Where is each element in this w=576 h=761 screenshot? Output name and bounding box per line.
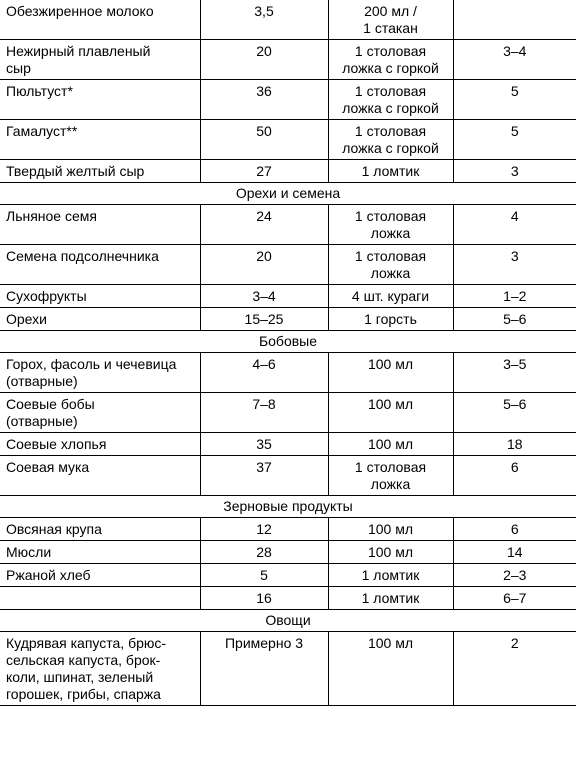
portion-cell: 200 мл / 1 стакан <box>328 0 453 40</box>
food-name: Сухофрукты <box>0 285 200 308</box>
food-name: Орехи <box>0 308 200 331</box>
food-name: Обезжиренное молоко <box>0 0 200 40</box>
table-row <box>0 160 576 183</box>
table-row <box>0 308 576 331</box>
table-row <box>0 40 576 80</box>
portion-cell: 100 мл <box>328 541 453 564</box>
table-row <box>0 632 576 706</box>
portion-cell: 1 ломтик <box>328 160 453 183</box>
per-portion-cell: 3–4 <box>453 40 576 80</box>
per-portion-cell: 6–7 <box>453 587 576 610</box>
table-row <box>0 541 576 564</box>
value-cell: 3–4 <box>200 285 328 308</box>
value-cell: 4–6 <box>200 353 328 393</box>
section-row <box>0 496 576 518</box>
food-name: Ржаной хлеб <box>0 564 200 587</box>
portion-cell: 1 столовая ложка с горкой <box>328 120 453 160</box>
section-title: Орехи и семена <box>0 183 576 205</box>
food-name: Мюсли <box>0 541 200 564</box>
table-row <box>0 393 576 433</box>
portion-cell: 100 мл <box>328 353 453 393</box>
table-row <box>0 587 576 610</box>
per-portion-cell: 5–6 <box>453 308 576 331</box>
portion-cell: 1 ломтик <box>328 587 453 610</box>
table-row <box>0 0 576 40</box>
table-row <box>0 564 576 587</box>
value-cell: 7–8 <box>200 393 328 433</box>
table-row <box>0 518 576 541</box>
per-portion-cell: 1–2 <box>453 285 576 308</box>
per-portion-cell: 14 <box>453 541 576 564</box>
per-portion-cell: 5–6 <box>453 393 576 433</box>
value-cell: 20 <box>200 40 328 80</box>
value-cell: 50 <box>200 120 328 160</box>
food-name: Соевые хлопья <box>0 433 200 456</box>
table-row <box>0 433 576 456</box>
value-cell: Примерно 3 <box>200 632 328 706</box>
food-name: Горох, фасоль и чечевица (отварные) <box>0 353 200 393</box>
per-portion-cell: 3–5 <box>453 353 576 393</box>
table-row <box>0 456 576 496</box>
per-portion-cell: 6 <box>453 518 576 541</box>
per-portion-cell <box>453 0 576 40</box>
section-row <box>0 183 576 205</box>
per-portion-cell: 3 <box>453 245 576 285</box>
food-name: Овсяная крупа <box>0 518 200 541</box>
food-name: Гамалуст** <box>0 120 200 160</box>
food-name: Соевая мука <box>0 456 200 496</box>
value-cell: 37 <box>200 456 328 496</box>
value-cell: 28 <box>200 541 328 564</box>
per-portion-cell: 18 <box>453 433 576 456</box>
value-cell: 12 <box>200 518 328 541</box>
per-portion-cell: 3 <box>453 160 576 183</box>
per-portion-cell: 6 <box>453 456 576 496</box>
portion-cell: 1 столовая ложка <box>328 245 453 285</box>
food-name: Твердый желтый сыр <box>0 160 200 183</box>
per-portion-cell: 5 <box>453 80 576 120</box>
table-row <box>0 80 576 120</box>
value-cell: 36 <box>200 80 328 120</box>
portion-cell: 4 шт. кураги <box>328 285 453 308</box>
table-row <box>0 285 576 308</box>
portion-cell: 100 мл <box>328 433 453 456</box>
portion-cell: 1 столовая ложка <box>328 205 453 245</box>
value-cell: 3,5 <box>200 0 328 40</box>
section-row <box>0 331 576 353</box>
portion-cell: 100 мл <box>328 632 453 706</box>
portion-cell: 1 ломтик <box>328 564 453 587</box>
portion-cell: 1 столовая ложка <box>328 456 453 496</box>
table-row <box>0 205 576 245</box>
portion-cell: 1 столовая ложка с горкой <box>328 40 453 80</box>
value-cell: 27 <box>200 160 328 183</box>
per-portion-cell: 5 <box>453 120 576 160</box>
food-name: Пюльтуст* <box>0 80 200 120</box>
per-portion-cell: 2–3 <box>453 564 576 587</box>
section-title: Зерновые продукты <box>0 496 576 518</box>
table-row <box>0 353 576 393</box>
value-cell: 20 <box>200 245 328 285</box>
food-name: Нежирный плавленый сыр <box>0 40 200 80</box>
per-portion-cell: 4 <box>453 205 576 245</box>
table-row <box>0 245 576 285</box>
portion-cell: 1 столовая ложка с горкой <box>328 80 453 120</box>
section-title: Овощи <box>0 610 576 632</box>
food-name: Льняное семя <box>0 205 200 245</box>
portion-cell: 100 мл <box>328 393 453 433</box>
per-portion-cell: 2 <box>453 632 576 706</box>
food-name: Семена подсолнечника <box>0 245 200 285</box>
value-cell: 35 <box>200 433 328 456</box>
portion-cell: 1 горсть <box>328 308 453 331</box>
value-cell: 24 <box>200 205 328 245</box>
portion-cell: 100 мл <box>328 518 453 541</box>
section-title: Бобовые <box>0 331 576 353</box>
value-cell: 15–25 <box>200 308 328 331</box>
table-row <box>0 120 576 160</box>
value-cell: 16 <box>200 587 328 610</box>
food-name <box>0 587 200 610</box>
section-row <box>0 610 576 632</box>
food-name: Кудрявая капуста, брюс- сельская капуста, брок- коли, шпинат, зеленый горошек, грибы, спаржа <box>0 632 200 706</box>
food-name: Соевые бобы (отварные) <box>0 393 200 433</box>
value-cell: 5 <box>200 564 328 587</box>
